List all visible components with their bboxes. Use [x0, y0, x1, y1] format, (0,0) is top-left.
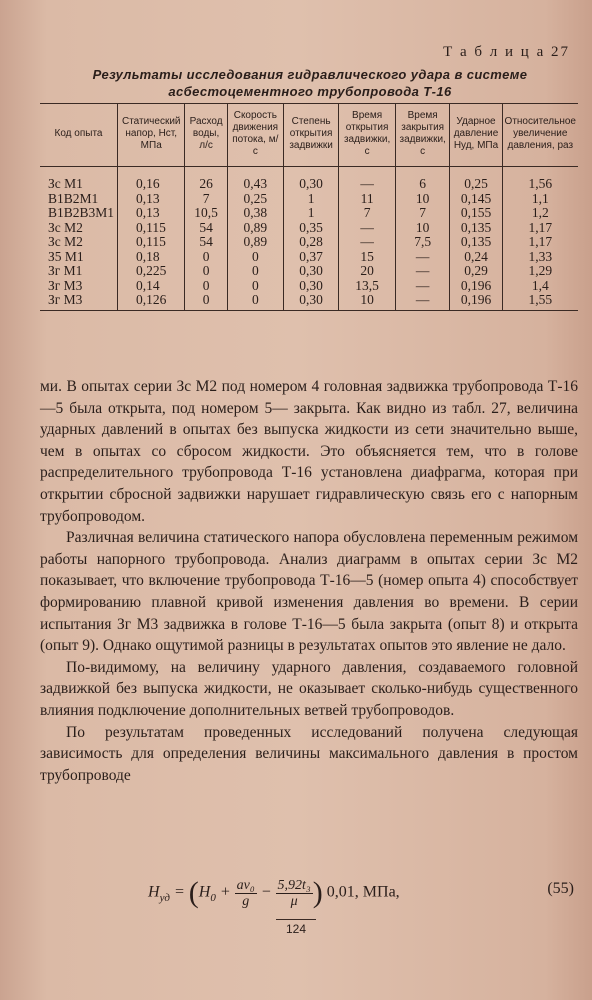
- cell-velocity: 0,89: [227, 235, 283, 250]
- table-title-line-2: асбестоцементного трубопровода Т-16: [168, 84, 452, 99]
- col-header-code: Код опыта: [40, 104, 118, 167]
- cell-opening-time: 7: [339, 206, 396, 221]
- col-header-static-head: Статический напор, Нст, МПа: [118, 104, 185, 167]
- cell-opening-degree: 1: [283, 192, 338, 207]
- cell-closing-time: 7: [395, 206, 450, 221]
- col-header-relative-increase: Относительное увеличение давления, раз: [502, 104, 578, 167]
- cell-flow: 10,5: [185, 206, 227, 221]
- formula-tail: 0,01, МПа,: [322, 883, 400, 901]
- cell-flow: 0: [185, 264, 227, 279]
- cell-closing-time: 10: [395, 192, 450, 207]
- cell-closing-time: —: [395, 293, 450, 310]
- cell-closing-time: 7,5: [395, 235, 450, 250]
- table-label: Т а б л и ц а 27: [443, 44, 570, 60]
- paragraph-4: По результатам проведенных исследований получена следующая зависимость для определения величины максимального давления в простом трубопроводе: [40, 723, 578, 784]
- cell-code: Зг М3: [48, 277, 83, 293]
- cell-opening-time: —: [339, 235, 396, 250]
- col-header-velocity: Скорость движения потока, м/с: [227, 104, 283, 167]
- formula-minus: −: [256, 883, 276, 901]
- table-row: [40, 279, 578, 294]
- col-header-closing-time: Время закрытия задвижки, с: [395, 104, 450, 167]
- cell-flow: 0: [185, 279, 227, 294]
- table-header-row: [40, 104, 578, 167]
- cell-code: Зс М1: [48, 176, 83, 191]
- cell-velocity: 0: [227, 279, 283, 294]
- cell-code: Зг М3: [40, 293, 118, 310]
- col-header-opening-degree: Степень открытия задвижки: [283, 104, 338, 167]
- cell-static-head: 0,115: [118, 221, 185, 236]
- cell-flow: 0: [185, 250, 227, 265]
- results-table: [40, 103, 578, 311]
- cell-code: Зс М2: [48, 219, 83, 235]
- cell-opening-time: —: [339, 167, 396, 192]
- cell-opening-time: 11: [339, 192, 396, 207]
- cell-flow: 0: [185, 293, 227, 310]
- cell-impact-pressure: 0,196: [450, 293, 502, 310]
- table-title-line-1: Результаты исследования гидравлического удара в системе: [92, 67, 528, 82]
- cell-impact-pressure: 0,135: [450, 235, 502, 250]
- page-number-wrap: [0, 922, 592, 936]
- cell-static-head: 0,14: [118, 279, 185, 294]
- cell-static-head: 0,225: [118, 264, 185, 279]
- col-header-opening-time: Время открытия задвижки, с: [339, 104, 396, 167]
- cell-opening-degree: 0,30: [283, 264, 338, 279]
- table-row: [40, 167, 578, 192]
- cell-code: З5 М1: [48, 248, 84, 264]
- cell-opening-degree: 1: [283, 206, 338, 221]
- cell-opening-degree: 0,30: [283, 167, 338, 192]
- cell-static-head: 0,115: [118, 235, 185, 250]
- cell-flow: 7: [185, 192, 227, 207]
- cell-code: Зс М2: [48, 234, 83, 249]
- open-paren: (: [188, 876, 199, 909]
- cell-flow: 54: [185, 235, 227, 250]
- fraction-av-g: [235, 878, 257, 909]
- cell-impact-pressure: 0,24: [450, 250, 502, 265]
- cell-static-head: 0,13: [118, 206, 185, 221]
- cell-velocity: 0,38: [227, 206, 283, 221]
- cell-closing-time: —: [395, 250, 450, 265]
- body-text: [40, 376, 578, 786]
- paragraph-1: ми. В опытах серии Зс М2 под номером 4 головная задвижка трубопровода Т-16—5 была открыта, под номером 5— закрыта. Как видно из табл. 27, величина ударных давлений в опытах без выпуска жидкости из сети значительно выше, чем в опытах со сбросом жидкости. Это объясняется тем, что в голове распределительного трубопровода Т-16 установлена диафрагма, которая при открытии сбросной задвижки нарушает гидравлическую связь его с напорным трубопроводом.: [40, 378, 578, 525]
- table-row: [40, 235, 578, 250]
- cell-velocity: 0: [227, 250, 283, 265]
- cell-opening-degree: 0,35: [283, 221, 338, 236]
- table-row: [40, 250, 578, 265]
- cell-closing-time: 10: [395, 221, 450, 236]
- cell-static-head: 0,13: [118, 192, 185, 207]
- cell-impact-pressure: 0,196: [450, 279, 502, 294]
- cell-impact-pressure: 0,29: [450, 264, 502, 279]
- formula-h0-sub: 0: [210, 891, 216, 904]
- fraction-2-denominator: μ: [290, 893, 298, 909]
- formula-h0: H: [198, 883, 211, 901]
- fraction-1-denominator: g: [242, 893, 250, 909]
- cell-code: В1В2В3М1: [48, 205, 115, 220]
- cell-flow: 26: [185, 167, 227, 192]
- cell-code: В1В2М1: [48, 190, 99, 206]
- cell-relative-increase: 1,55: [502, 293, 578, 310]
- cell-static-head: 0,18: [118, 250, 185, 265]
- formula-lhs-sub: уд: [159, 891, 170, 904]
- table-row: [40, 192, 578, 207]
- col-header-impact-pressure: Ударное давление Нуд, МПа: [450, 104, 502, 167]
- col-header-flow: Расход воды, л/с: [185, 104, 227, 167]
- cell-relative-increase: 1,29: [502, 264, 578, 279]
- cell-opening-time: 10: [339, 293, 396, 310]
- table-row: [40, 293, 578, 310]
- cell-relative-increase: 1,17: [502, 235, 578, 250]
- cell-relative-increase: 1,56: [502, 167, 578, 192]
- cell-opening-time: 20: [339, 264, 396, 279]
- cell-opening-degree: 0,28: [283, 235, 338, 250]
- cell-velocity: 0: [227, 264, 283, 279]
- fraction-1-numerator: av₀: [236, 877, 255, 893]
- table-row: [40, 221, 578, 236]
- cell-velocity: 0,43: [227, 167, 283, 192]
- cell-opening-time: —: [339, 221, 396, 236]
- cell-relative-increase: 1,17: [502, 221, 578, 236]
- cell-relative-increase: 1,1: [502, 192, 578, 207]
- cell-relative-increase: 1,4: [502, 279, 578, 294]
- cell-opening-degree: 0,30: [283, 279, 338, 294]
- table-row: [40, 264, 578, 279]
- cell-flow: 54: [185, 221, 227, 236]
- cell-static-head: 0,126: [118, 293, 185, 310]
- formula-lhs: H: [148, 883, 160, 901]
- formula-equals: =: [169, 883, 189, 901]
- paragraph-3: По-видимому, на величину ударного давления, создаваемого головной задвижкой без выпуска жидкости, не оказывает сколько-нибудь существенного влияния подключение дополнительных ветвей трубопроводов.: [40, 658, 578, 719]
- cell-opening-degree: 0,30: [283, 293, 338, 310]
- cell-closing-time: 6: [395, 167, 450, 192]
- cell-static-head: 0,16: [118, 167, 185, 192]
- cell-velocity: 0,89: [227, 221, 283, 236]
- cell-velocity: 0,25: [227, 192, 283, 207]
- close-paren: ): [312, 876, 323, 909]
- fraction-t-mu: [276, 878, 313, 909]
- formula-expression: [148, 876, 400, 910]
- table-title: [40, 66, 580, 100]
- cell-velocity: 0: [227, 293, 283, 310]
- cell-impact-pressure: 0,135: [450, 221, 502, 236]
- formula-plus: +: [215, 883, 235, 901]
- formula-55: [40, 862, 578, 912]
- paragraph-2: Различная величина статического напора обусловлена переменным режимом работы напорного трубопровода. Анализ диаграмм в опытах серии Зс М2 показывает, что включение трубопровода Т-16—5 (номер опыта 4) способствует формированию плавной кривой изменения давления во времени. В серии испытания Зг М3 задвижка в голове Т-16—5 была закрыта (опыт 8) и открыта (опыт 9). Однако ощутимой разницы в результатах опытов это явление не дало.: [40, 529, 578, 655]
- cell-closing-time: —: [395, 279, 450, 294]
- cell-relative-increase: 1,33: [502, 250, 578, 265]
- page-number: 124: [276, 919, 316, 936]
- cell-opening-time: 15: [339, 250, 396, 265]
- cell-relative-increase: 1,2: [502, 206, 578, 221]
- cell-opening-time: 13,5: [339, 279, 396, 294]
- fraction-2-numerator: 5,92t₃: [277, 877, 311, 893]
- cell-code: Зг М1: [48, 263, 83, 278]
- cell-impact-pressure: 0,145: [450, 192, 502, 207]
- table-row: [40, 206, 578, 221]
- formula-number: (55): [547, 880, 574, 897]
- cell-impact-pressure: 0,25: [450, 167, 502, 192]
- cell-closing-time: —: [395, 264, 450, 279]
- cell-impact-pressure: 0,155: [450, 206, 502, 221]
- cell-opening-degree: 0,37: [283, 250, 338, 265]
